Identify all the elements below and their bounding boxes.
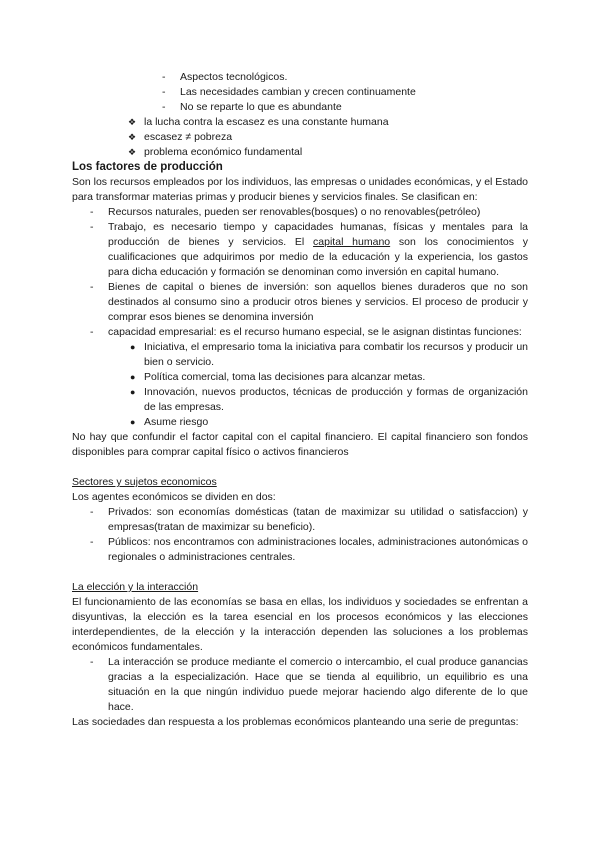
bullet-icon: ● bbox=[130, 417, 136, 427]
section-title-sectores: Sectores y sujetos economicos bbox=[72, 476, 217, 488]
sectores-intro: Los agentes económicos se dividen en dos: bbox=[72, 491, 276, 503]
list-item: - Recursos naturales, pueden ser renovables(bosques) o no renovables(petróleo) bbox=[90, 206, 481, 218]
diamond-bullet-icon: ❖ bbox=[128, 132, 137, 142]
list-item: ● Iniciativa, el empresario toma la iniciativa para combatir los recursos y producir un bien o servicio. bbox=[130, 341, 528, 368]
section-title-eleccion: La elección y la interacción bbox=[72, 581, 199, 593]
diamond-list bbox=[72, 115, 528, 160]
factores-intro: Son los recursos empleados por los individuos, las empresas o unidades económicas, y el Estado para transformar materias primas y producir bienes y servicios finales. Se clasifican en: bbox=[72, 176, 528, 203]
list-item: - Privados: son economías domésticas (tatan de maximizar su utilidad o satisfaccion) y empresas(tratan de maximizar su beneficio). bbox=[90, 506, 528, 533]
eleccion-list bbox=[72, 655, 528, 715]
list-item: ● Política comercial, toma las decisiones para alcanzar metas. bbox=[130, 371, 426, 383]
list-item: - Aspectos tecnológicos. bbox=[162, 71, 288, 83]
diamond-bullet-icon: ❖ bbox=[128, 117, 137, 127]
bullet-icon: ● bbox=[130, 387, 136, 397]
eleccion-closing: Las sociedades dan respuesta a los problemas económicos planteando una serie de preguntas: bbox=[72, 716, 519, 728]
list-item: - capacidad empresarial: es el recurso humano especial, se le asignan distintas funciones: bbox=[90, 326, 522, 338]
list-item: ● Innovación, nuevos productos, técnicas de producción y formas de organización de las empresas. bbox=[130, 386, 528, 413]
list-item: - Trabajo, es necesario tiempo y capacidades humanas, físicas y mentales para la producción de bienes y servicios. El capital humano son los conocimientos y cualificaciones que adquirimos por medio de la educación y la experiencia, los gastos para dicha educación y formación se denominan como inversión en capital humano. bbox=[90, 221, 528, 278]
list-item: ❖ problema económico fundamental bbox=[128, 146, 303, 158]
list-item: ❖ escasez ≠ pobreza bbox=[128, 131, 233, 143]
list-item: - No se reparte lo que es abundante bbox=[162, 101, 342, 113]
funciones-list bbox=[72, 340, 528, 430]
list-item: ❖ la lucha contra la escasez es una constante humana bbox=[128, 116, 389, 128]
sectores-list bbox=[72, 505, 528, 565]
factores-list bbox=[72, 205, 528, 340]
top-dash-list bbox=[72, 70, 528, 115]
bullet-icon: ● bbox=[130, 372, 136, 382]
list-item: ● Asume riesgo bbox=[130, 416, 209, 428]
document-page bbox=[72, 70, 528, 730]
list-item: - La interacción se produce mediante el comercio o intercambio, el cual produce ganancias gracias a la especialización. Hace que se tienda al equilibrio, un equilibrio es una situación en la que ningún individuo puede mejorar haciendo algo diferente de lo que hace. bbox=[90, 656, 528, 713]
list-item: - Bienes de capital o bienes de inversión: son aquellos bienes duraderos que no son destinados al consumo sino a producir otros bienes y servicios. El proceso de producir y comprar esos bienes se denomina inversión bbox=[90, 281, 528, 323]
list-item: - Las necesidades cambian y crecen continuamente bbox=[162, 86, 416, 98]
diamond-bullet-icon: ❖ bbox=[128, 147, 137, 157]
factores-closing: No hay que confundir el factor capital con el capital financiero. El capital financiero son fondos disponibles para comprar capital físico o activos financieros bbox=[72, 431, 528, 458]
section-title-factores: Los factores de producción bbox=[72, 161, 223, 173]
eleccion-intro: El funcionamiento de las economías se basa en ellas, los individuos y sociedades se enfrentan a disyuntivas, la elección es la tarea esencial en los procesos económicos y las elecciones interdependientes, de la elección y la interacción dependen las soluciones a los problemas económicos fundamentales. bbox=[72, 596, 528, 653]
list-item: - Públicos: nos encontramos con administraciones locales, administraciones autonómicas o regionales o administraciones centrales. bbox=[90, 536, 528, 563]
bullet-icon: ● bbox=[130, 342, 136, 352]
capital-humano-term: capital humano bbox=[313, 236, 391, 248]
